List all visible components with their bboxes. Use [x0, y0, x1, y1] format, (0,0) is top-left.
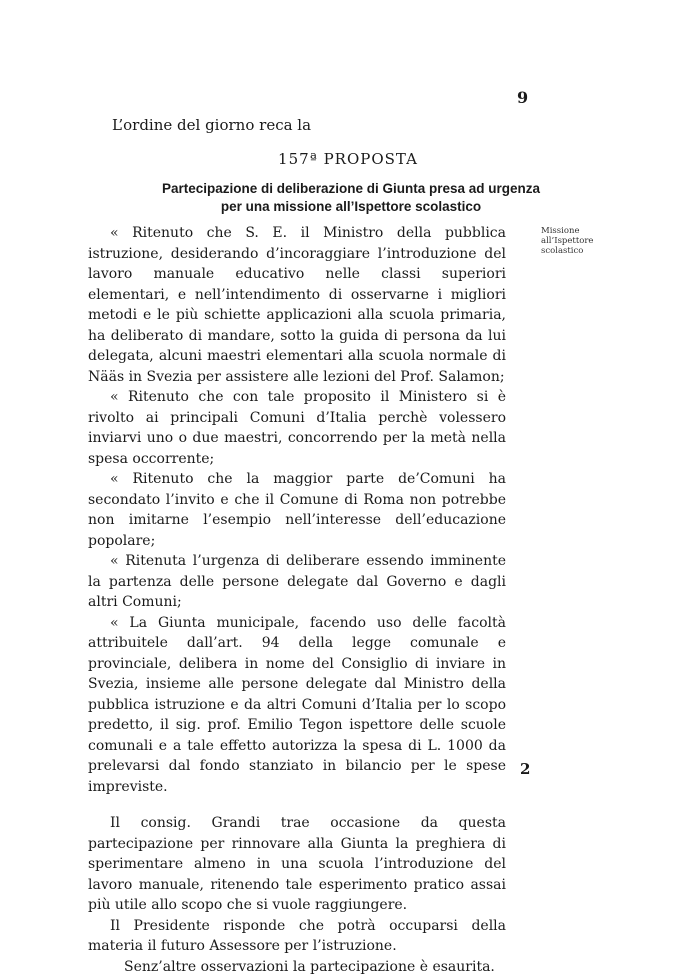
paragraph: Il Presidente risponde che potrà occuparsi della materia il futuro Assessore per l’istruzione. — [88, 916, 506, 957]
signature-mark: 2 — [520, 760, 530, 778]
paragraph: « Ritenuto che con tale proposito il Ministero si è rivolto ai principali Comuni d’Italia perchè volessero inviarvi uno o due maestri, concorrendo per la metà nella spesa occorrente; — [88, 387, 506, 469]
paragraph: « Ritenuto che S. E. il Ministro della pubblica istruzione, desiderando d’incoraggiare l’introduzione del lavoro manuale educativo nelle classi superiori elementari, e nell’intendimento di osservarne i migliori metodi e le più schiette applicazioni alla scuola primaria, ha deliberato di mandare, sotto la guida di persona da lui delegata, alcuni maestri elementari alla scuola normale di Nääs in Svezia per assistere alle lezioni del Prof. Salamon; — [88, 223, 506, 387]
paragraph: « La Giunta municipale, facendo uso delle facoltà attribuitele dall’art. 94 della legge comunale e provinciale, delibera in nome del Consiglio di inviare in Svezia, insieme alle persone delegate dal Ministro della pubblica istruzione e da altri Comuni d’Italia per lo scopo predetto, il sig. prof. Emilio Tegon ispettore delle scuole comunali e a tale effetto autorizza la spesa di L. 1000 da prelevarsi dal fondo stanziato in bilancio per le spese impreviste. — [88, 613, 506, 798]
proposal-title: 157ª PROPOSTA — [0, 150, 696, 168]
subject-line-1: Partecipazione di deliberazione di Giunta presa ad urgenza — [86, 180, 616, 198]
body-text — [88, 223, 506, 977]
paragraph: « Ritenuto che la maggior parte de’Comuni ha secondato l’invito e che il Comune di Roma non potrebbe non imitarne l’esempio nell’interesse dell’educazione popolare; — [88, 469, 506, 551]
paragraph: Il consig. Grandi trae occasione da questa partecipazione per rinnovare alla Giunta la preghiera di sperimentare almeno in una scuola l’introduzione del lavoro manuale, ritenendo tale esperimento pratico assai più utile allo scopo che si vuole raggiungere. — [88, 813, 506, 916]
paragraph: « Ritenuta l’urgenza di deliberare essendo imminente la partenza delle persone delegate dal Governo e dagli altri Comuni; — [88, 551, 506, 613]
subject-heading — [86, 180, 616, 216]
page-number: 9 — [517, 88, 528, 107]
margin-note: Missione all’Ispettore scolastico — [541, 226, 631, 256]
paragraph: Senz’altre osservazioni la partecipazione è esaurita. — [88, 957, 506, 977]
intro-line: L’ordine del giorno reca la — [112, 116, 311, 134]
subject-line-2: per una missione all’Ispettore scolastico — [86, 198, 616, 216]
